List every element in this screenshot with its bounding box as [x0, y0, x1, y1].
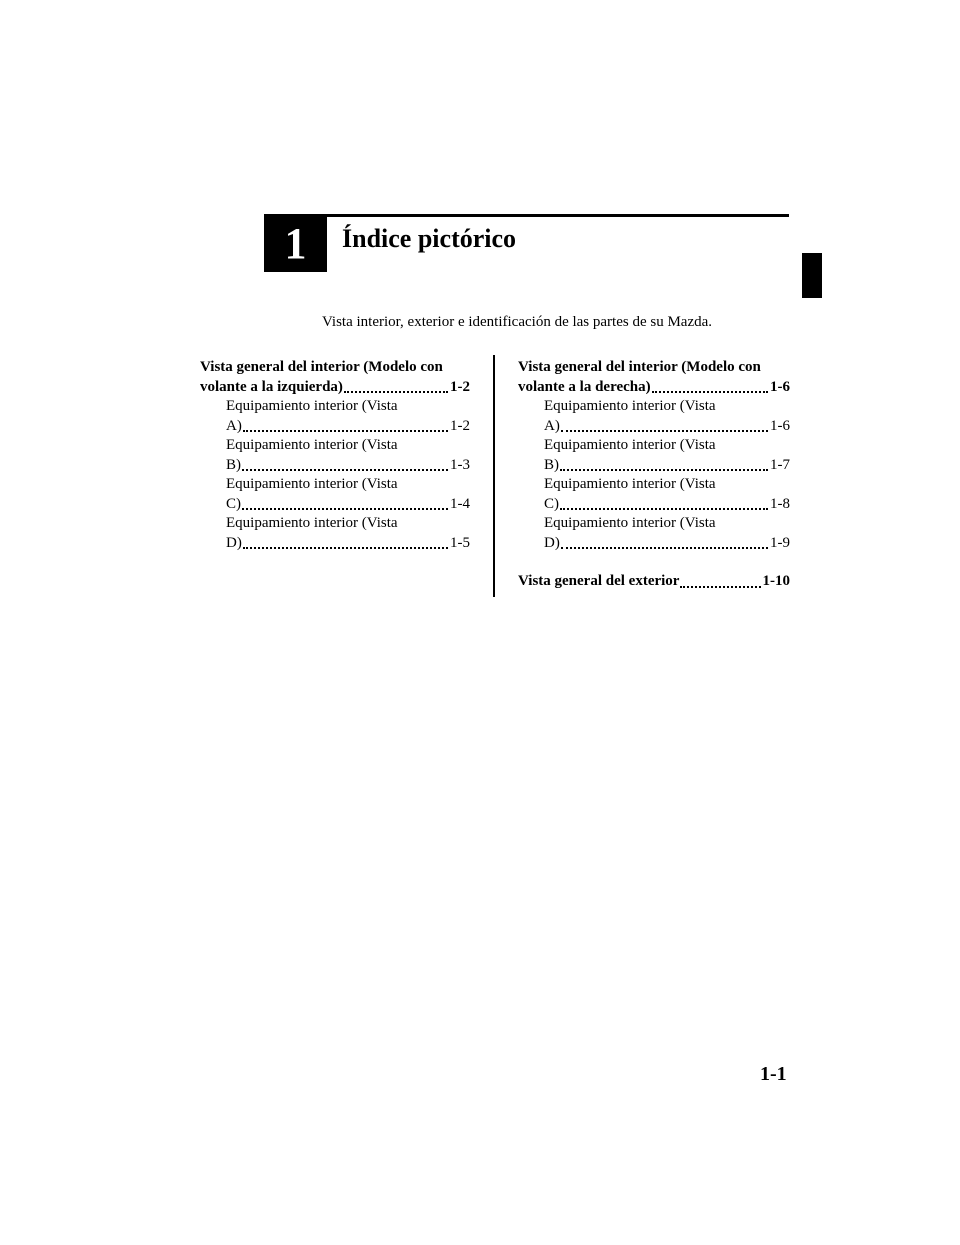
intro-text: Vista interior, exterior e identificación de las partes de su Mazda.	[322, 314, 713, 330]
spacer	[518, 553, 790, 572]
leader-dots	[243, 547, 448, 549]
toc-heading-left[interactable]	[200, 378, 470, 398]
leader-dots	[680, 586, 760, 588]
toc-exterior-label: Vista general del exterior	[518, 573, 680, 589]
toc-left-column	[200, 358, 470, 553]
leader-dots	[242, 508, 448, 510]
toc-page-ref: 1-7	[770, 456, 790, 473]
toc-page-ref: 1-9	[770, 534, 790, 551]
toc-page-ref: 1-6	[770, 417, 790, 434]
toc-page-ref: 1-2	[450, 378, 470, 395]
leader-dots	[242, 469, 448, 471]
chapter-number-box	[264, 214, 327, 272]
toc-item-label: C)	[226, 495, 241, 512]
toc-item-line: Equipamiento interior (Vista	[226, 398, 398, 414]
toc-item-left-c[interactable]	[200, 475, 470, 514]
toc-item-label: B)	[226, 456, 241, 473]
toc-heading-left-line1: Vista general del interior (Modelo con	[200, 359, 443, 375]
leader-dots	[344, 391, 448, 393]
toc-page-ref: 1-6	[770, 378, 790, 395]
toc-item-label: A)	[226, 417, 242, 434]
toc-heading-right-line1: Vista general del interior (Modelo con	[518, 359, 761, 375]
toc-heading-right[interactable]	[518, 378, 790, 398]
toc-page-ref: 1-10	[762, 573, 790, 589]
toc-page-ref: 1-8	[770, 495, 790, 512]
toc-item-left-a[interactable]	[200, 397, 470, 436]
toc-item-line: Equipamiento interior (Vista	[544, 398, 716, 414]
toc-item-line: Equipamiento interior (Vista	[226, 515, 398, 531]
leader-dots	[560, 508, 768, 510]
toc-item-right-c[interactable]	[518, 475, 790, 514]
title-rule	[327, 214, 789, 217]
chapter-title: Índice pictórico	[342, 224, 517, 253]
toc-page-ref: 1-5	[450, 534, 470, 551]
toc-item-line: Equipamiento interior (Vista	[544, 476, 716, 492]
leader-dots	[243, 430, 448, 432]
toc-item-right-b[interactable]	[518, 436, 790, 475]
page-number: 1-1	[760, 1063, 787, 1085]
leader-dots	[561, 547, 768, 549]
leader-dots	[560, 469, 768, 471]
chapter-side-tab	[802, 253, 822, 298]
leader-dots	[652, 391, 768, 393]
toc-item-line: Equipamiento interior (Vista	[544, 437, 716, 453]
toc-item-right-d[interactable]	[518, 514, 790, 553]
column-divider	[493, 355, 495, 597]
toc-item-label: C)	[544, 495, 559, 512]
toc-right-column	[518, 358, 790, 592]
toc-exterior-entry[interactable]	[518, 572, 790, 592]
toc-item-line: Equipamiento interior (Vista	[226, 437, 398, 453]
chapter-number: 1	[284, 218, 307, 268]
toc-item-label: A)	[544, 417, 560, 434]
toc-page-ref: 1-2	[450, 417, 470, 434]
toc-heading-right-label: volante a la derecha)	[518, 378, 651, 395]
toc-heading-left-label: volante a la izquierda)	[200, 378, 343, 395]
toc-item-line: Equipamiento interior (Vista	[226, 476, 398, 492]
toc-item-line: Equipamiento interior (Vista	[544, 515, 716, 531]
toc-item-right-a[interactable]	[518, 397, 790, 436]
toc-page-ref: 1-3	[450, 456, 470, 473]
leader-dots	[561, 430, 768, 432]
toc-item-label: D)	[226, 534, 242, 551]
toc-page-ref: 1-4	[450, 495, 470, 512]
toc-item-label: D)	[544, 534, 560, 551]
toc-item-left-b[interactable]	[200, 436, 470, 475]
toc-item-left-d[interactable]	[200, 514, 470, 553]
toc-item-label: B)	[544, 456, 559, 473]
